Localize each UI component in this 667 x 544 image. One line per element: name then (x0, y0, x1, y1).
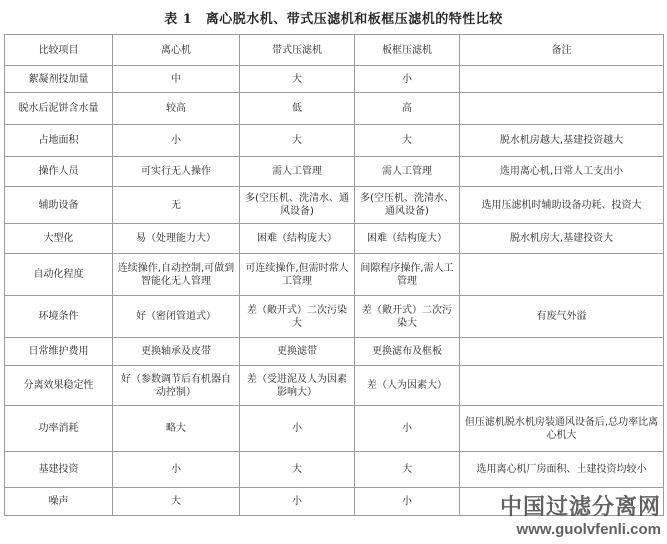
table-cell: 大 (240, 66, 355, 93)
table-row (5, 366, 664, 406)
table-cell: 小 (355, 488, 460, 516)
table-row (5, 296, 664, 338)
comparison-table (4, 34, 664, 516)
table-cell: 小 (113, 125, 240, 157)
table-cell: 脱水机房越大,基建投资越大 (460, 125, 664, 157)
table-cell: 大 (113, 488, 240, 516)
row-label-cell: 大型化 (5, 224, 113, 254)
table-cell: 大 (240, 452, 355, 488)
table-cell (460, 338, 664, 366)
header-cell: 比较项目 (5, 35, 113, 66)
table-cell: 但压滤机脱水机房装通风设备后,总功率比离心机大 (460, 406, 664, 452)
table-cell: 间隙程序操作,需人工管理 (355, 254, 460, 296)
row-label-cell: 噪声 (5, 488, 113, 516)
table-cell (460, 254, 664, 296)
table-cell: 可连续操作,但需时常人工管理 (240, 254, 355, 296)
table-cell: 小 (240, 406, 355, 452)
table-title: 表 1 离心脱水机、带式压滤机和板框压滤机的特性比较 (164, 12, 503, 27)
table-cell: 多(空压机、洗清水、通风设备) (355, 187, 460, 224)
table-cell: 好（参数调节后有机器自动控制） (113, 366, 240, 406)
row-label-cell: 日常维护费用 (5, 338, 113, 366)
row-label-cell: 辅助设备 (5, 187, 113, 224)
table-cell: 差（敞开式）二次污染大 (355, 296, 460, 338)
table-cell: 选用离心机,日常人工支出小 (460, 157, 664, 187)
table-cell: 有废气外溢 (460, 296, 664, 338)
table-row (5, 125, 664, 157)
table-cell: 小 (355, 406, 460, 452)
table-cell: 小 (240, 488, 355, 516)
table-cell: 略大 (113, 406, 240, 452)
table-row (5, 452, 664, 488)
table-cell: 多(空压机、洗清水、通风设备) (240, 187, 355, 224)
table-cell (460, 488, 664, 516)
table-cell: 大 (355, 452, 460, 488)
table-cell: 好（密闭管道式） (113, 296, 240, 338)
table-row (5, 93, 664, 125)
row-label-cell: 基建投资 (5, 452, 113, 488)
table-row (5, 224, 664, 254)
table-cell: 更换滤带 (240, 338, 355, 366)
table-cell: 脱水机房大,基建投资大 (460, 224, 664, 254)
row-label-cell: 功率消耗 (5, 406, 113, 452)
table-cell: 高 (355, 93, 460, 125)
table-row (5, 338, 664, 366)
table-cell: 低 (240, 93, 355, 125)
table-cell: 更换轴承及皮带 (113, 338, 240, 366)
table-cell: 大 (240, 125, 355, 157)
table-cell: 困难（结构庞大） (355, 224, 460, 254)
table-row (5, 157, 664, 187)
table-cell: 差（敞开式）二次污染大 (240, 296, 355, 338)
row-label-cell: 脱水后泥饼含水量 (5, 93, 113, 125)
table-cell (460, 66, 664, 93)
table-cell: 选用离心机厂房面积、土建投资均较小 (460, 452, 664, 488)
table-cell: 无 (113, 187, 240, 224)
table-cell: 差（人为因素大） (355, 366, 460, 406)
table-cell: 小 (113, 452, 240, 488)
header-cell: 离心机 (113, 35, 240, 66)
table-cell: 较高 (113, 93, 240, 125)
header-cell: 板框压滤机 (355, 35, 460, 66)
row-label-cell: 絮凝剂投加量 (5, 66, 113, 93)
table-cell: 大 (355, 125, 460, 157)
table-row (5, 254, 664, 296)
table-cell (460, 366, 664, 406)
table-row (5, 187, 664, 224)
watermark-url: www.guolvfenli.com (516, 521, 661, 538)
table-cell: 可实行无人操作 (113, 157, 240, 187)
table-cell: 差（受进泥及人为因素影响大） (240, 366, 355, 406)
watermark-text: 中国过滤分离网 (499, 495, 661, 520)
table-row (5, 406, 664, 452)
table-cell: 小 (355, 66, 460, 93)
table-cell: 中 (113, 66, 240, 93)
table-cell: 连续操作,自动控制,可做到智能化无人管理 (113, 254, 240, 296)
table-row (5, 488, 664, 516)
row-label-cell: 环境条件 (5, 296, 113, 338)
table-cell: 需人工管理 (240, 157, 355, 187)
table-cell (460, 93, 664, 125)
table-cell: 易（处理能力大） (113, 224, 240, 254)
header-cell: 备注 (460, 35, 664, 66)
row-label-cell: 自动化程度 (5, 254, 113, 296)
header-cell: 带式压滤机 (240, 35, 355, 66)
row-label-cell: 占地面积 (5, 125, 113, 157)
row-label-cell: 操作人员 (5, 157, 113, 187)
row-label-cell: 分离效果稳定性 (5, 366, 113, 406)
table-cell: 选用压滤机时辅助设备功耗、投资大 (460, 187, 664, 224)
table-cell: 更换滤布及框板 (355, 338, 460, 366)
table-cell: 需人工管理 (355, 157, 460, 187)
table-cell: 困难（结构庞大） (240, 224, 355, 254)
table-header-row (5, 35, 664, 66)
table-row (5, 66, 664, 93)
